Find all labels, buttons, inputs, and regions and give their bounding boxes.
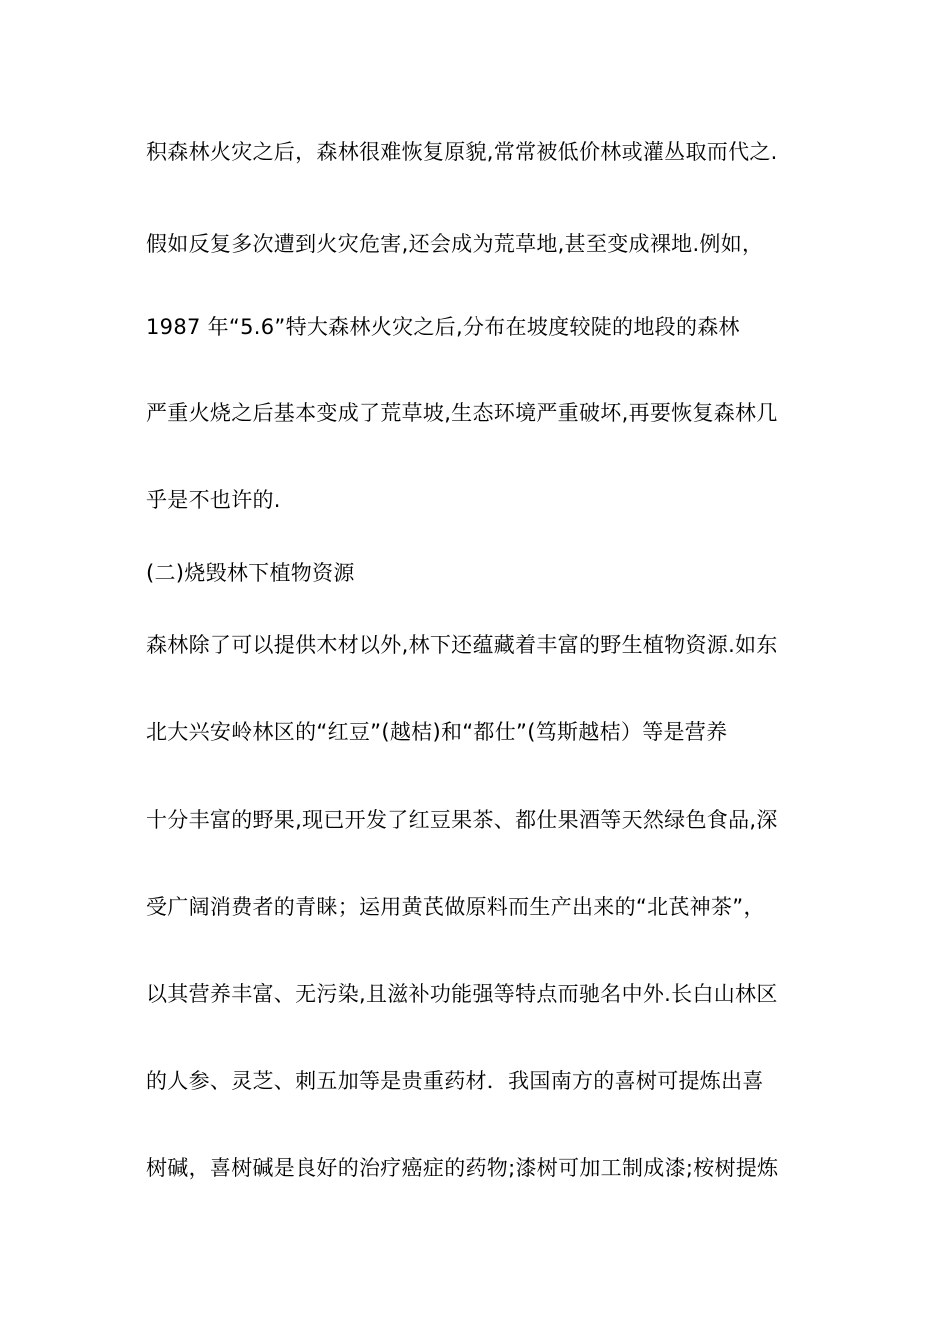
paragraph-line: 积森林火灾之后，森林很难恢复原貌,常常被低价林或灌丛取而代之. — [146, 140, 778, 164]
paragraph-line: 的人参、灵芝、刺五加等是贵重药材．我国南方的喜树可提炼出喜 — [146, 1069, 764, 1093]
paragraph-line: 十分丰富的野果,现已开发了红豆果茶、都仕果酒等天然绿色食品,深 — [146, 808, 778, 832]
paragraph-line: 假如反复多次遭到火灾危害,还会成为荒草地,甚至变成裸地.例如， — [146, 232, 764, 256]
paragraph-line: 森林除了可以提供木材以外,林下还蕴藏着丰富的野生植物资源.如东 — [146, 633, 778, 657]
paragraph-line: 受广阔消费者的青睐；运用黄芪做原料而生产出来的“北芪神茶”， — [146, 895, 765, 919]
paragraph-line: 1987 年“5.6”特大森林火灾之后,分布在坡度较陡的地段的森林 — [146, 315, 740, 339]
section-heading: (二)烧毁林下植物资源 — [146, 561, 355, 585]
paragraph-line: 树碱，喜树碱是良好的治疗癌症的药物;漆树可加工制成漆;桉树提炼 — [146, 1156, 779, 1180]
paragraph-line: 北大兴安岭林区的“红豆”(越桔)和“都仕”(笃斯越桔）等是营养 — [146, 720, 728, 744]
paragraph-line: 以其营养丰富、无污染,且滋补功能强等特点而驰名中外.长白山林区 — [146, 982, 778, 1006]
paragraph-line: 严重火烧之后基本变成了荒草坡,生态环境严重破坏,再要恢复森林几 — [146, 401, 778, 425]
paragraph-line: 乎是不也许的. — [146, 488, 281, 512]
